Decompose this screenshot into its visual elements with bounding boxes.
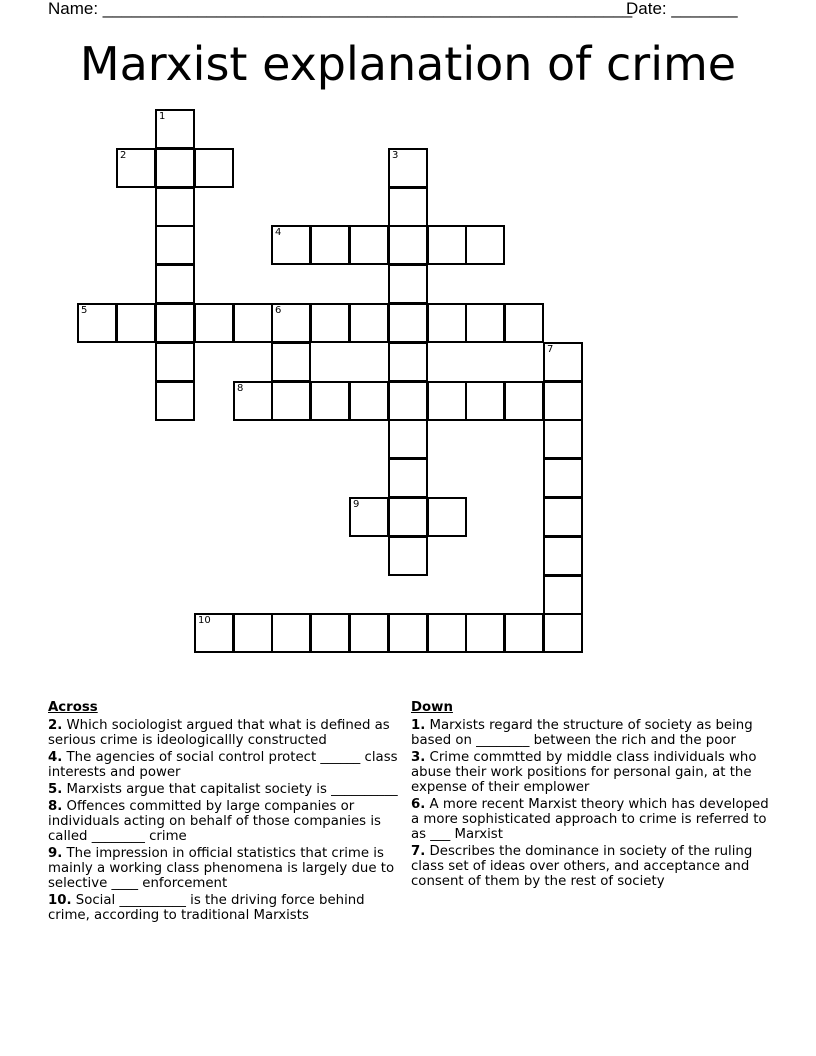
down-clue: [411, 797, 771, 842]
grid-cell[interactable]: [233, 303, 273, 343]
grid-cell[interactable]: [349, 225, 389, 265]
grid-cell[interactable]: [310, 381, 350, 421]
grid-cell[interactable]: [465, 381, 505, 421]
clue-number: 3: [392, 150, 399, 161]
clue-text: Which sociologist argued that what is defined as serious crime is ideologicallly constructed: [48, 718, 390, 748]
clue-number: 5: [81, 305, 88, 316]
down-clues: [411, 700, 771, 891]
grid-cell[interactable]: [155, 342, 195, 382]
grid-cell[interactable]: [543, 419, 583, 459]
grid-cell[interactable]: [388, 536, 428, 576]
grid-cell[interactable]: [349, 303, 389, 343]
date-field-label: Date: _______: [626, 0, 738, 18]
across-clue: [48, 799, 398, 844]
grid-cell[interactable]: [465, 303, 505, 343]
grid-cell[interactable]: [271, 613, 311, 653]
grid-cell[interactable]: [155, 187, 195, 227]
grid-cell[interactable]: [427, 225, 467, 265]
across-heading: Across: [48, 700, 98, 715]
grid-cell[interactable]: [310, 225, 350, 265]
clue-text: A more recent Marxist theory which has developed a more sophisticated approach to crime is referred to as ___ Marxist: [411, 797, 769, 842]
clue-text: Marxists argue that capitalist society is __________: [62, 782, 398, 797]
grid-cell[interactable]: [465, 613, 505, 653]
grid-cell[interactable]: [504, 303, 544, 343]
across-clue: [48, 750, 398, 780]
grid-cell[interactable]: [271, 342, 311, 382]
clue-number: 7: [547, 344, 554, 355]
across-clue: [48, 782, 398, 797]
grid-cell[interactable]: [543, 613, 583, 653]
grid-cell[interactable]: [155, 109, 195, 149]
clue-number: 8: [237, 383, 244, 394]
grid-cell[interactable]: [194, 613, 234, 653]
clue-number: 10: [198, 615, 211, 626]
grid-cell[interactable]: [310, 613, 350, 653]
clue-number-label: 5.: [48, 782, 63, 797]
clue-number-label: 1.: [411, 718, 426, 733]
grid-cell[interactable]: [349, 497, 389, 537]
grid-cell[interactable]: [388, 148, 428, 188]
grid-cell[interactable]: [427, 303, 467, 343]
grid-cell[interactable]: [271, 381, 311, 421]
grid-cell[interactable]: [349, 381, 389, 421]
clue-number-label: 8.: [48, 799, 63, 814]
grid-cell[interactable]: [194, 303, 234, 343]
grid-cell[interactable]: [388, 419, 428, 459]
clue-number-label: 4.: [48, 750, 63, 765]
down-heading: Down: [411, 700, 453, 715]
clue-number: 1: [159, 111, 166, 122]
clue-number: 4: [275, 227, 282, 238]
grid-cell[interactable]: [155, 303, 195, 343]
grid-cell[interactable]: [504, 381, 544, 421]
grid-cell[interactable]: [388, 303, 428, 343]
clue-number: 9: [353, 499, 360, 510]
grid-cell[interactable]: [271, 303, 311, 343]
grid-cell[interactable]: [388, 225, 428, 265]
clue-number-label: 9.: [48, 846, 63, 861]
down-clue-list: [411, 718, 771, 889]
grid-cell[interactable]: [155, 264, 195, 304]
grid-cell[interactable]: [388, 342, 428, 382]
grid-cell[interactable]: [427, 381, 467, 421]
grid-cell[interactable]: [233, 381, 273, 421]
grid-cell[interactable]: [388, 613, 428, 653]
clue-number-label: 6.: [411, 797, 426, 812]
name-field-label: Name: ________________________________________________________: [48, 0, 633, 18]
grid-cell[interactable]: [194, 148, 234, 188]
down-clue: [411, 750, 771, 795]
grid-cell[interactable]: [116, 148, 156, 188]
grid-cell[interactable]: [310, 303, 350, 343]
clue-text: The agencies of social control protect ______ class interests and power: [48, 750, 398, 780]
clue-number-label: 10.: [48, 893, 72, 908]
grid-cell[interactable]: [427, 497, 467, 537]
grid-cell[interactable]: [349, 613, 389, 653]
grid-cell[interactable]: [271, 225, 311, 265]
grid-cell[interactable]: [155, 148, 195, 188]
clue-number: 2: [120, 150, 127, 161]
grid-cell[interactable]: [388, 381, 428, 421]
grid-cell[interactable]: [155, 225, 195, 265]
grid-cell[interactable]: [388, 264, 428, 304]
grid-cell[interactable]: [543, 342, 583, 382]
clue-text: Describes the dominance in society of the ruling class set of ideas over others, and acceptance and consent of them by the rest of society: [411, 844, 753, 889]
grid-cell[interactable]: [388, 497, 428, 537]
page-title: Marxist explanation of crime: [79, 37, 737, 91]
grid-cell[interactable]: [388, 187, 428, 227]
clue-text: Marxists regard the structure of society as being based on ________ between the rich and the poor: [411, 718, 753, 748]
across-clue: [48, 893, 398, 923]
clue-text: Crime commtted by middle class individuals who abuse their work positions for personal gain, at the expense of their emplower: [411, 750, 757, 795]
across-clue: [48, 846, 398, 891]
grid-cell[interactable]: [116, 303, 156, 343]
grid-cell[interactable]: [543, 536, 583, 576]
clue-number-label: 2.: [48, 718, 63, 733]
grid-cell[interactable]: [543, 381, 583, 421]
grid-cell[interactable]: [77, 303, 117, 343]
across-clues: [48, 700, 398, 925]
grid-cell[interactable]: [233, 613, 273, 653]
grid-cell[interactable]: [388, 458, 428, 498]
down-clue: [411, 844, 771, 889]
clue-number: 6: [275, 305, 282, 316]
clue-text: Offences committed by large companies or individuals acting on behalf of those companies is called ________ crime: [48, 799, 381, 844]
across-clue-list: [48, 718, 398, 923]
clue-number-label: 7.: [411, 844, 426, 859]
grid-cell[interactable]: [543, 497, 583, 537]
grid-cell[interactable]: [465, 225, 505, 265]
grid-cell[interactable]: [504, 613, 544, 653]
down-clue: [411, 718, 771, 748]
across-clue: [48, 718, 398, 748]
grid-cell[interactable]: [543, 575, 583, 615]
grid-cell[interactable]: [155, 381, 195, 421]
grid-cell[interactable]: [543, 458, 583, 498]
clue-number-label: 3.: [411, 750, 426, 765]
clue-text: Social __________ is the driving force behind crime, according to traditional Marxists: [48, 893, 365, 923]
grid-cell[interactable]: [427, 613, 467, 653]
clue-text: The impression in official statistics that crime is mainly a working class phenomena is largely due to selective ____ enforcement: [48, 846, 395, 891]
